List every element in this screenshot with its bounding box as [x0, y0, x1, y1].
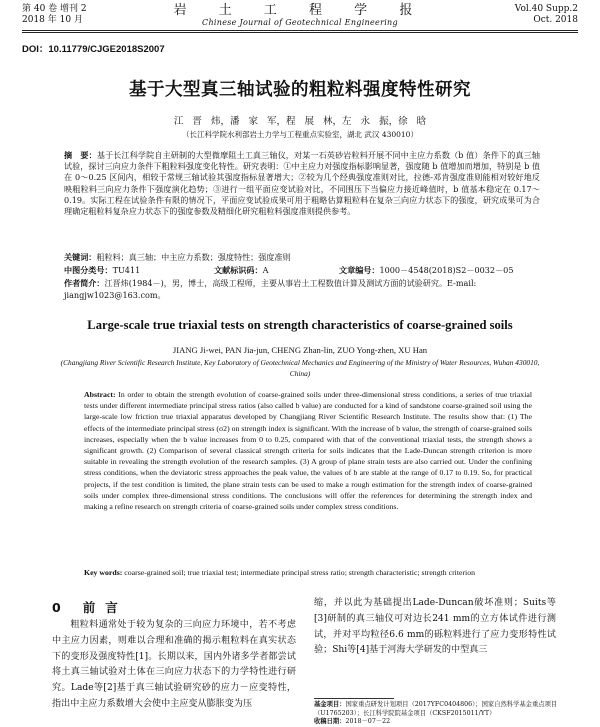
abstract-cn: [64, 150, 540, 217]
keywords-cn: [64, 252, 540, 263]
title-en: Large-scale true triaxial tests on strength characteristics of coarse-grained soils: [87, 318, 513, 332]
affiliation-cn: （长江科学院水利部岩土力学与工程重点实验室，湖北 武汉 430010）: [182, 130, 418, 139]
journal-name-cn: 岩 土 工 程 学 报: [173, 3, 427, 18]
authors-en: JIANG Ji-wei, PAN Jia-jun, CHENG Zhan-lin, ZUO Yong-zhen, XU Han: [172, 345, 428, 355]
authors-cn: 江 晋 炜，潘 家 军，程 展 林，左 永 振，徐 晗: [173, 116, 427, 127]
clc-label: 中图分类号：: [64, 265, 113, 275]
body-column-left: [52, 618, 296, 713]
abstract-en-text: In order to obtain the strength evolution of coarse-grained soils under three-dimensional stress conditions, a series of true triaxial tests under different intermediate principal stress ratios (also called b value) are conducted for a kind of sandstone coarse-grained soil using the large-scale low friction true triaxial apparatus developed by Changjiang River Scientific Research Institute. The results show that: (1) The effects of the intermediate principal stress (σ2) on strength index is significant. With the increase of b value, the strength of coarse-grained soils increases, especially when the b value increases from 0 to 0.25, compared with that of the conventional triaxial tests, the strength shows a significant growth. (2) Comparison of several classical strength criteria for soils indicates that the Lade-Duncan strength criterion is more suitable in revealing the strength evolution of the research samples. (3) A group of plane strain tests are also carried out. Under the confining stress conditions, when the deviatoric stress approaches the peak value, the values of b are stable at the range of 0.17 to 0.19. So, for practical projects, if the test condition is limited, the plane strain tests can be used to make a rough estimation for the strength index of coarse-grained soils under complex three-dimensional stress conditions. The conclusions will offer the references for determining the strength index and making a refine research on strength criteria of coarse-grained soils under complex stress conditions.: [84, 390, 532, 512]
keywords-cn-text: 粗粒料；真三轴；中主应力系数；强度特性；强度准则: [96, 252, 291, 262]
section-title: 前言: [82, 600, 128, 615]
author-note: [64, 278, 540, 301]
header-volume-en: [515, 4, 578, 26]
fund-text: 国家重点研发计划项目（2017YFC0404806）；国家自然科学基金重点项目（U1765203）；长江科学院院基金项目（CKSF2015011/YT）: [314, 701, 558, 717]
received-label: 收稿日期：: [314, 718, 346, 726]
doc-code-value: A: [262, 265, 269, 275]
received-note: [314, 718, 558, 727]
footnote-rule: [314, 698, 394, 699]
abstract-en: [84, 389, 532, 512]
clc-value: TU411: [112, 265, 141, 275]
header-volume-supp: Vol.40 Supp.2: [514, 4, 578, 14]
header-rule-top: [22, 30, 578, 31]
author-note-text: 江晋炜(1984－)，男，博士，高级工程师，主要从事岩土工程数值计算及测试方面的试验研究。E-mail: jiangjw1023@163.com。: [64, 278, 477, 300]
body-column-right: 缩，并以此为基础提出Lade-Duncan破坏准则；Suits等[3]研制的真三轴仪可对边长241 mm的立方体试件进行测试，并对平均粒径6.6 mm的砾粒料进行了应力变形特性试验；Shi等[4]基于河海大学研发的中型真三: [314, 598, 556, 656]
author-note-label: 作者简介：: [64, 278, 105, 288]
article-number-value: 1000－4548(2018)S2－0032－05: [379, 265, 514, 275]
header-date-en: Oct. 2018: [533, 15, 578, 25]
abstract-cn-text: 基于长江科学院自主研制的大型微摩阻土工真三轴仪，对某一石英砂岩粒料开展不同中主应力系数（b 值）条件下的真三轴试验，探讨三向应力条件下粗粒料强度变化特性。研究表明：①中主应力对强度指标影响显著，强度随 b 值增加而增加，特别是 b 值在 0～0.25 区间内，相较于常规三轴试验其强度指标显著增大；②较为几个经典强度准则对比，拉德-邓肯强度准则能相对较好地反映粗粒料三向应力条件下强度演化趋势；③进行一组平面应变试验对比，不同围压下当偏应力接近峰值时，b 值基本稳定在 0.17～0.19。实际工程在试验条件有限的情况下，平面应变试验成果可用于粗略估算粗粒料在复杂三向应力状态下的强度，研究成果可为合理确定粗粒料复杂应力状态下的强度参数及精细化研究粗粒料强度准则提供参考。: [64, 150, 540, 217]
received-date: 2018－07－22: [345, 718, 391, 726]
keywords-en: [84, 568, 554, 577]
header-date-cn: 2018 年 10 月: [22, 15, 83, 25]
keywords-en-label: Key words:: [84, 568, 123, 577]
classification-line: [64, 265, 540, 276]
section-number: 0: [52, 600, 61, 615]
journal-name-en: Chinese Journal of Geotechnical Engineering: [202, 18, 398, 27]
header-volume-issue: 第 40 卷 增刊 2: [22, 4, 87, 14]
article-number-label: 文章编号：: [339, 265, 380, 275]
doc-code-label: 文献标识码：: [214, 265, 263, 275]
header-volume-cn: [22, 4, 87, 26]
header-rule-bottom: [22, 32, 578, 33]
section-heading: [52, 598, 128, 616]
title-cn: 基于大型真三轴试验的粗粒料强度特性研究: [129, 80, 471, 100]
keywords-en-text: coarse-grained soil; true triaxial test; intermediate principal stress ratio; strength characteristic; strength criterion: [122, 568, 476, 577]
doi: DOI：10.11779/CJGE2018S2007: [22, 44, 165, 55]
abstract-en-label: Abstract:: [84, 390, 116, 399]
fund-note: [314, 701, 558, 718]
abstract-cn-label: 摘 要：: [64, 150, 97, 160]
keywords-cn-label: 关键词：: [64, 252, 97, 262]
affiliation-en: (Changjiang River Scientific Research Institute, Key Laboratory of Geotechnical Mechanics and Engineering of the Ministry of Water Resources, Wuhan 430010, China): [60, 358, 540, 378]
body-left-text: 粗粒料通常处于较为复杂的三向应力环境中，若不考虑中主应力因素，则难以合理和准确的揭示粗粒料在真实状态下的变形及强度特性[1]。长期以来，国内外诸多学者都尝试将土真三轴试验对土体在三向应力状态下的力学特性进行研究。Lade等[2]基于真三轴试验研究砂的应力－应变特性，指出中主应力系数增大会使中主应变从膨胀变为压: [52, 620, 296, 709]
header-journal: [150, 3, 450, 28]
fund-label: 基金项目：: [314, 701, 346, 708]
